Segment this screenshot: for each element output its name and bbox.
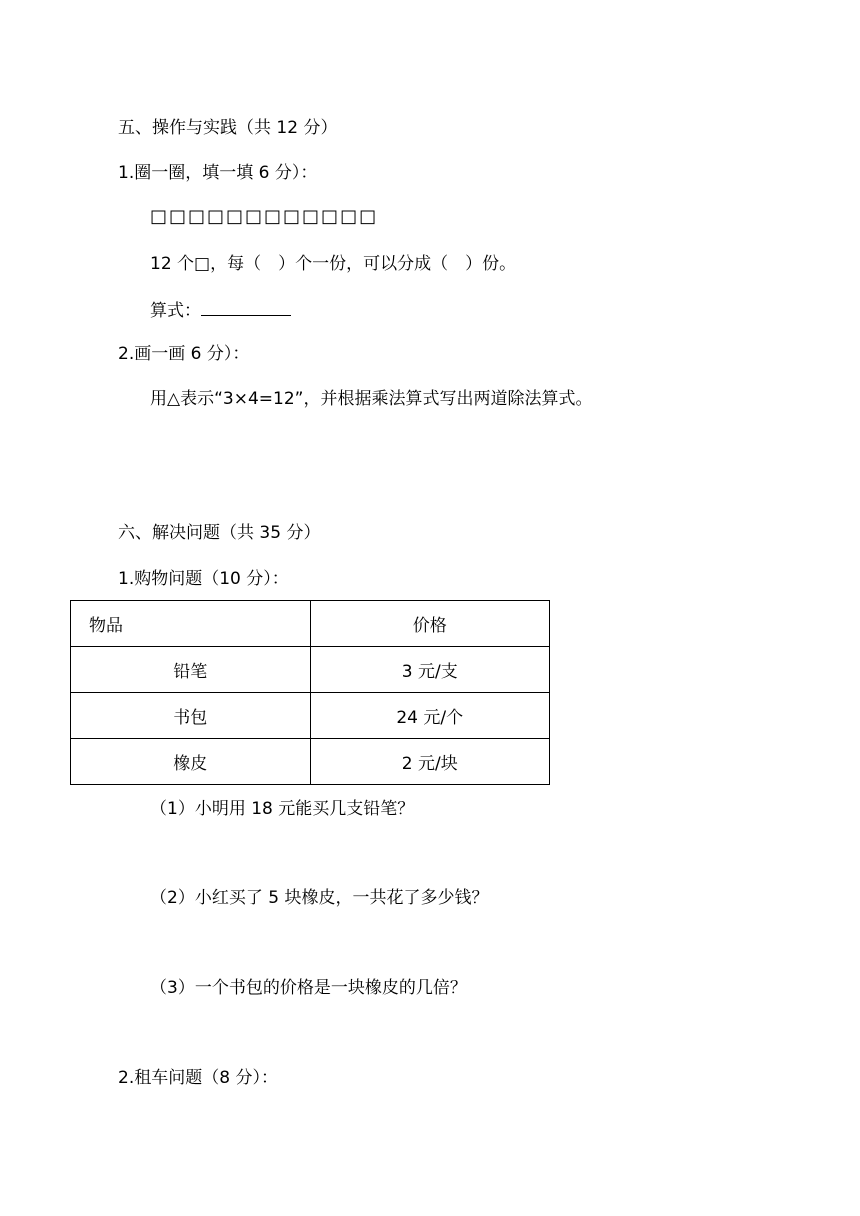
table-header-row (71, 601, 550, 647)
rental-question-title: 2.租车问题（8 分）： (118, 1068, 278, 1088)
table-header-price: 价格 (310, 601, 550, 647)
table-cell-item: 铅笔 (71, 647, 311, 693)
formula-blank[interactable] (201, 297, 291, 316)
shopping-question-title: 1.购物问题（10 分）： (118, 569, 289, 589)
table-cell-price: 2 元/块 (310, 739, 550, 785)
table-cell-item: 书包 (71, 693, 311, 739)
table-row (71, 739, 550, 785)
question-2-text: 用△表示“3×4=12”，并根据乘法算式写出两道除法算式。 (150, 389, 593, 409)
formula-label: 算式： (150, 301, 201, 321)
table-row (71, 693, 550, 739)
section6-heading: 六、解决问题（共 35 分） (118, 523, 321, 543)
table-header-item: 物品 (71, 601, 311, 647)
table-cell-price: 3 元/支 (310, 647, 550, 693)
price-table (70, 600, 550, 785)
table-row (71, 647, 550, 693)
section5-heading: 五、操作与实践（共 12 分） (118, 118, 338, 138)
square-row: □□□□□□□□□□□□ (150, 206, 379, 227)
question-1-title: 1.圈一圈，填一填 6 分）： (118, 163, 318, 183)
question-2-title: 2.画一画 6 分）： (118, 344, 250, 364)
sub-question-1: （1）小明用 18 元能买几支铅笔？ (150, 799, 415, 819)
sub-question-3: （3）一个书包的价格是一块橡皮的几倍？ (150, 978, 467, 998)
formula-line (150, 297, 291, 323)
question-1-sentence: 12 个□，每（ ）个一份，可以分成（ ）份。 (150, 254, 517, 274)
sub-question-2: （2）小红买了 5 块橡皮，一共花了多少钱？ (150, 888, 489, 908)
table-cell-item: 橡皮 (71, 739, 311, 785)
table-cell-price: 24 元/个 (310, 693, 550, 739)
